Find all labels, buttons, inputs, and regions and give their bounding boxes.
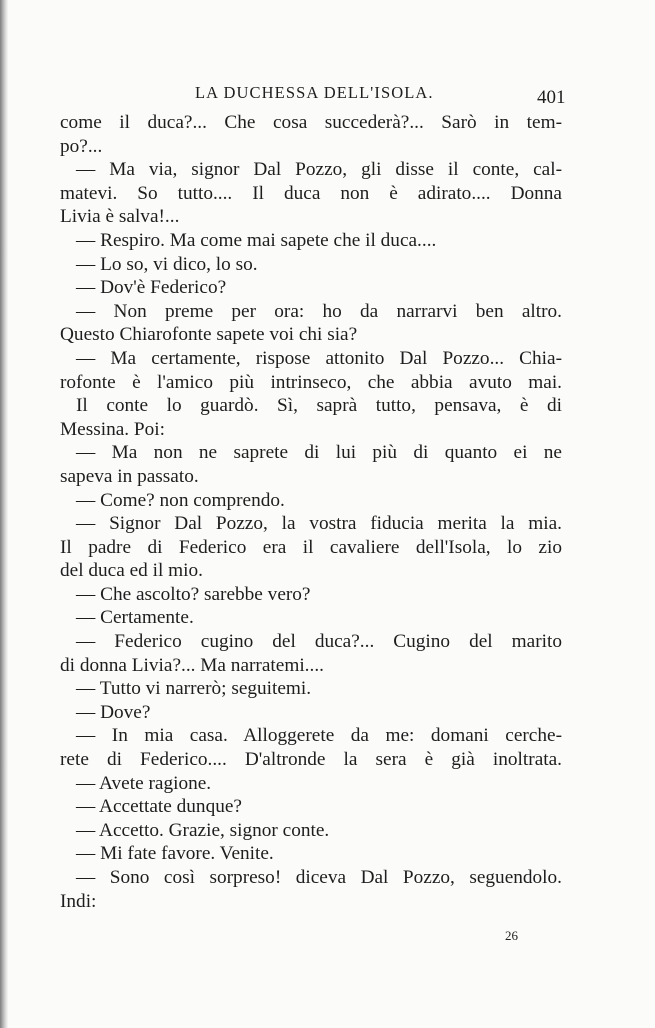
text-line: — Certamente.: [76, 607, 194, 629]
text-line: Questo Chiarofonte sapete voi chi sia?: [60, 324, 358, 346]
text-line: Indi:: [60, 890, 97, 912]
text-line: — Federico cugino del duca?... Cugino del marito: [76, 631, 562, 653]
text-line: — Dove?: [76, 701, 151, 723]
body-text: [60, 111, 562, 913]
text-line: — Accettate dunque?: [76, 796, 242, 818]
text-line: come il duca?... Che cosa succederà?... Sarò in tem-: [60, 112, 562, 133]
text-line: Il conte lo guardò. Sì, saprà tutto, pensava, è di: [76, 395, 562, 417]
text-line: sapeva in passato.: [60, 465, 199, 487]
text-line: rofonte è l'amico più intrinseco, che abbia avuto mai.: [60, 371, 562, 393]
text-line: — Lo so, vi dico, lo so.: [76, 253, 258, 275]
text-line: — Signor Dal Pozzo, la vostra fiducia merita la mia.: [76, 513, 562, 535]
running-head: [0, 80, 655, 106]
text-line: del duca ed il mio.: [60, 560, 203, 582]
text-line: — Ma certamente, rispose attonito Dal Pozzo... Chia-: [76, 347, 562, 369]
text-line: — Avete ragione.: [76, 772, 212, 794]
page-number: 401: [537, 87, 566, 108]
text-line: — In mia casa. Alloggerete da me: domani cerche-: [76, 725, 562, 747]
running-title: LA DUCHESSA DELL'ISOLA.: [195, 83, 434, 102]
text-line: — Ma via, signor Dal Pozzo, gli disse il conte, cal-: [76, 159, 562, 181]
text-line: — Sono così sorpreso! diceva Dal Pozzo, seguendolo.: [76, 867, 562, 888]
text-line: — Che ascolto? sarebbe vero?: [76, 583, 311, 605]
text-line: — Tutto vi narrerò; seguitemi.: [76, 678, 312, 700]
text-line: — Ma non ne saprete di lui più di quanto ei ne: [76, 442, 562, 464]
page-gutter-shadow: [0, 0, 8, 1028]
text-line: — Respiro. Ma come mai sapete che il duca....: [76, 229, 437, 251]
text-line: po?...: [60, 135, 103, 157]
text-line: Livia è salva!...: [60, 206, 180, 228]
text-line: — Come? non comprendo.: [76, 489, 285, 511]
text-line: — Dov'è Federico?: [76, 277, 227, 299]
printer-signature-mark: 26: [505, 928, 518, 943]
text-line: — Mi fate favore. Venite.: [76, 843, 274, 865]
text-line: Messina. Poi:: [60, 418, 165, 440]
text-line: matevi. So tutto.... Il duca non è adirato.... Donna: [60, 182, 562, 204]
text-line: rete di Federico.... D'altronde la sera è già inoltrata.: [60, 749, 562, 771]
text-line: — Accetto. Grazie, signor conte.: [76, 819, 330, 841]
text-line: — Non preme per ora: ho da narrarvi ben altro.: [76, 300, 562, 322]
text-line: Il padre di Federico era il cavaliere dell'Isola, lo zio: [60, 536, 562, 558]
text-line: di donna Livia?... Ma narratemi....: [60, 654, 324, 676]
